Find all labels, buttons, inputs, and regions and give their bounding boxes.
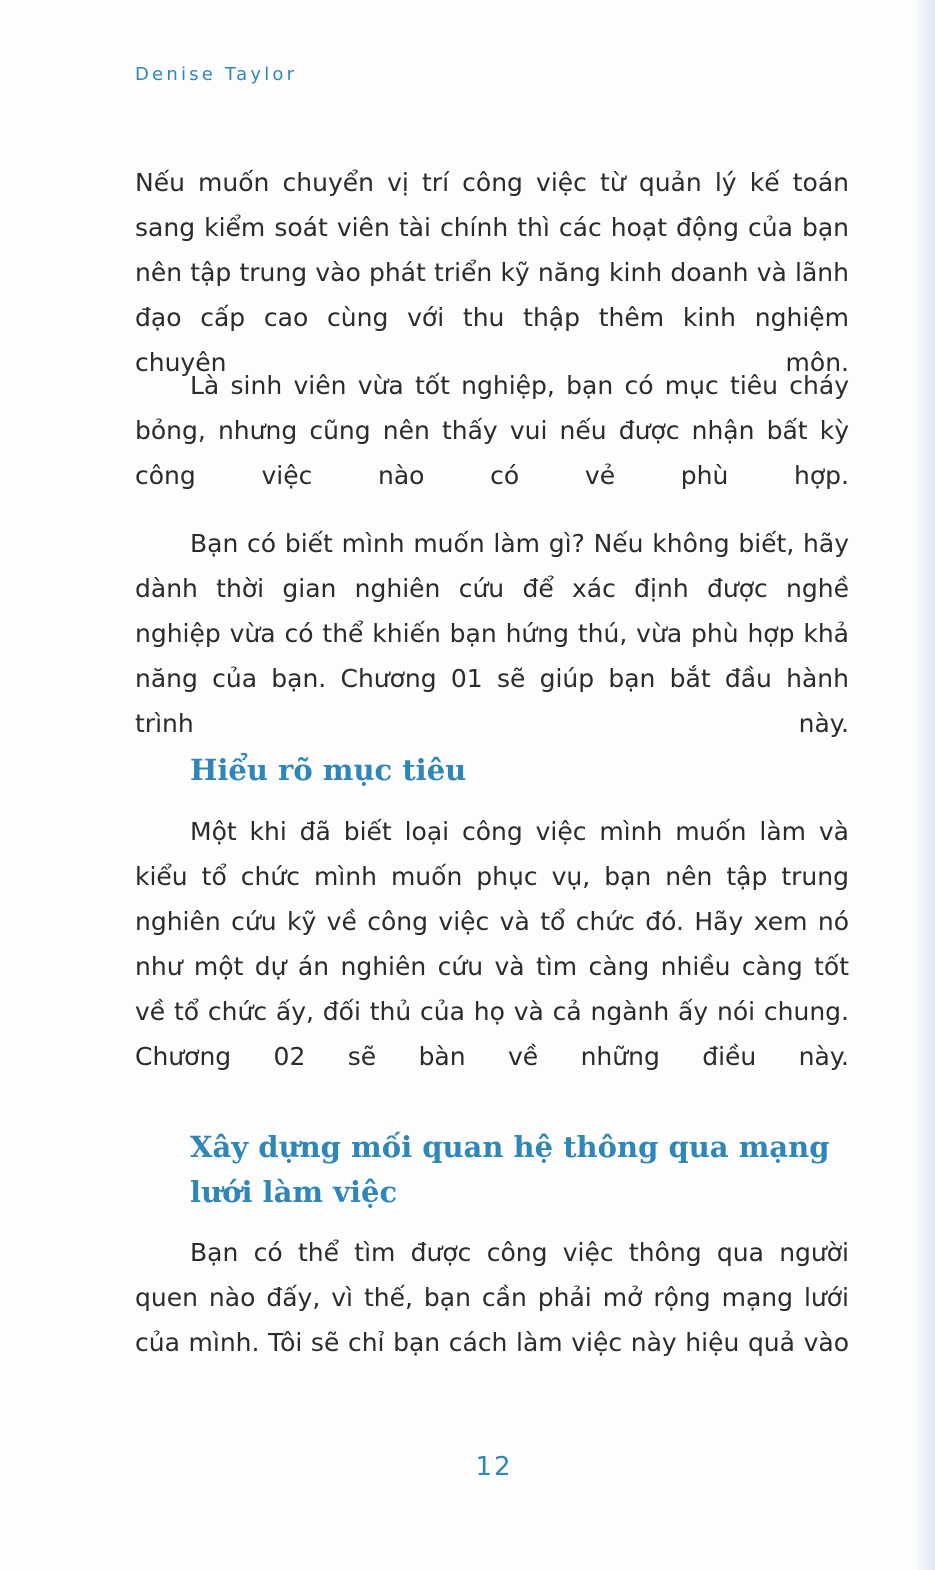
- section-heading-2: Xây dựng mối quan hệ thông qua mạng lưới làm việc: [190, 1130, 830, 1209]
- paragraph-1: Nếu muốn chuyển vị trí công việc từ quản lý kế toán sang kiểm soát viên tài chính thì các hoạt động của bạn nên tập trung vào phát triển kỹ năng kinh doanh và lãnh đạo cấp cao cùng với thu thập thêm kinh nghiệm chuyên môn.: [135, 168, 849, 377]
- page-edge-shadow: [913, 0, 935, 1570]
- page-number: 12: [475, 1452, 513, 1482]
- paragraph-2: Là sinh viên vừa tốt nghiệp, bạn có mục tiêu cháy bỏng, nhưng cũng nên thấy vui nếu được nhận bất kỳ công việc nào có vẻ phù hợp.: [135, 371, 849, 490]
- paragraph-3: Bạn có biết mình muốn làm gì? Nếu không biết, hãy dành thời gian nghiên cứu để xác định được nghề nghiệp vừa có thể khiến bạn hứng thú, vừa phù hợp khả năng của bạn. Chương 01 sẽ giúp bạn bắt đầu hành trình này.: [135, 529, 849, 738]
- paragraph-4: Một khi đã biết loại công việc mình muốn làm và kiểu tổ chức mình muốn phục vụ, bạn nên tập trung nghiên cứu kỹ về công việc và tổ chức đó. Hãy xem nó như một dự án nghiên cứu và tìm càng nhiều càng tốt về tổ chức ấy, đối thủ của họ và cả ngành ấy nói chung. Chương 02 sẽ bàn về những điều này.: [135, 817, 849, 1071]
- running-header-author: Denise Taylor: [135, 64, 298, 85]
- section-heading-1: Hiểu rõ mục tiêu: [190, 753, 467, 787]
- paragraph-5: Bạn có thể tìm được công việc thông qua người quen nào đấy, vì thế, bạn cần phải mở rộng mạng lưới của mình. Tôi sẽ chỉ bạn cách làm việc này hiệu quả vào: [135, 1238, 849, 1357]
